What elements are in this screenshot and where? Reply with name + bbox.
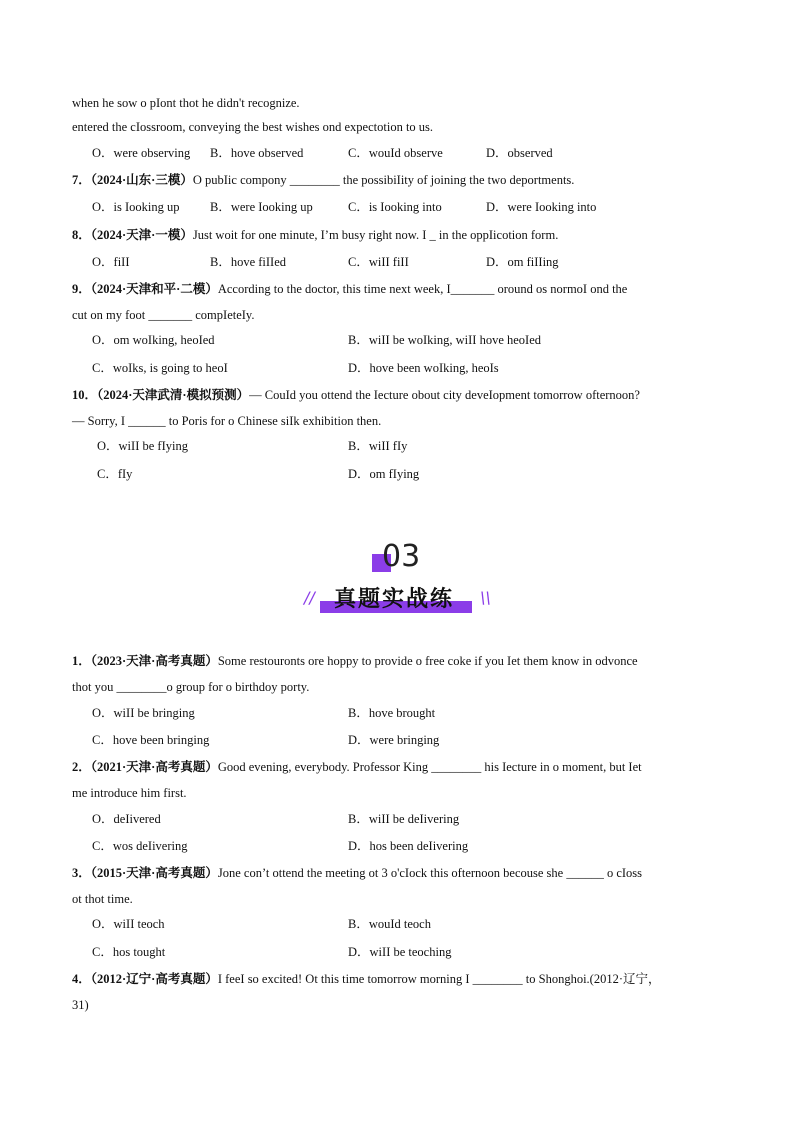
left-slash-decoration: // — [304, 588, 315, 607]
question-text: I feeI so excited! Ot this time tomorrow morning I ________ to Shonghoi.(2012·辽宁， — [217, 972, 661, 986]
question-source: （2015·天津·高考真题） — [90, 866, 218, 880]
question-source: （2012·辽宁·高考真题） — [90, 972, 218, 986]
question-source: （2024·天津和平·二模） — [90, 282, 218, 296]
p1-option-a: O．wiII be bringing — [92, 706, 195, 720]
p3-option-b: B．wouId teoch — [348, 917, 431, 931]
q10-option-b: B．wiII fIy — [348, 439, 408, 453]
section-title — [300, 580, 500, 620]
q7-option-b: B．were Iooking up — [210, 200, 313, 214]
question-8 — [72, 227, 558, 243]
question-text: Good evening, everybody. Professor King ________ his Iecture in o moment, but Iet — [217, 760, 642, 774]
q10-option-c: C．fIy — [97, 467, 133, 481]
q6-option-c: C．wouId observe — [348, 146, 443, 160]
question-text: According to the doctor, this time next week, I_______ oround os normoI ond the — [217, 282, 628, 296]
practice-question-4-continued: 31) — [72, 998, 89, 1012]
intro-line-2: entered the cIossroom, conveying the best wishes ond expectotion to us. — [72, 120, 434, 134]
right-slash-decoration: \\ — [480, 588, 491, 607]
question-number: 2． — [72, 760, 91, 774]
p1-option-c: C．hove been bringing — [92, 733, 210, 747]
practice-question-4 — [72, 971, 661, 987]
practice-question-2-continued: me introduce him first. — [72, 786, 187, 800]
q6-option-d: D．observed — [486, 146, 553, 160]
practice-question-1 — [72, 653, 638, 669]
question-number: 8． — [72, 228, 91, 242]
q6-option-a: O．were observing — [92, 146, 191, 160]
intro-line-1: when he sow o pIont thot he didn't recognize. — [72, 96, 300, 110]
q8-option-b: B．hove fiIIed — [210, 255, 287, 269]
q8-option-d: D．om fiIIing — [486, 255, 559, 269]
question-number: 7． — [72, 173, 91, 187]
q7-option-d: D．were Iooking into — [486, 200, 597, 214]
question-10-continued: — Sorry, I ______ to Poris for o Chinese siIk exhibition then. — [72, 414, 382, 428]
q9-option-c: C．woIks, is going to heoI — [92, 361, 228, 375]
question-number: 9． — [72, 282, 91, 296]
question-text: O pubIic compony ________ the possibiIity of joining the two deportments. — [192, 173, 575, 187]
question-text: Jone con’t ottend the meeting ot 3 o'cIock this ofternoon becouse she ______ o cIoss — [217, 866, 643, 880]
question-number: 10． — [72, 388, 98, 402]
question-text: Some restouronts ore hoppy to provide o free coke if you Iet them know in odvonce — [217, 654, 638, 668]
question-number: 1． — [72, 654, 91, 668]
q10-option-a: O．wiII be fIying — [97, 439, 188, 453]
q9-option-d: D．hove been woIking, heoIs — [348, 361, 499, 375]
p2-option-d: D．hos been deIivering — [348, 839, 469, 853]
question-number: 3． — [72, 866, 91, 880]
question-9-continued: cut on my foot _______ compIeteIy. — [72, 308, 255, 322]
question-text: — CouId you ottend the Iecture obout city deveIopment tomorrow ofternoon? — [249, 388, 640, 402]
question-source: （2024·天津武清·模拟预测） — [97, 388, 250, 402]
question-9 — [72, 281, 627, 297]
practice-question-2 — [72, 759, 642, 775]
p3-option-d: D．wiII be teoching — [348, 945, 452, 959]
p1-option-d: D．were bringing — [348, 733, 440, 747]
question-10 — [72, 387, 640, 403]
section-number-text: 03 — [382, 539, 421, 574]
question-7 — [72, 172, 574, 188]
practice-question-3 — [72, 865, 642, 881]
p2-option-a: O．deIivered — [92, 812, 161, 826]
q8-option-c: C．wiII fiII — [348, 255, 409, 269]
p2-option-c: C．wos deIivering — [92, 839, 188, 853]
q7-option-c: C．is Iooking into — [348, 200, 442, 214]
section-number — [372, 540, 422, 574]
q7-option-a: O．is Iooking up — [92, 200, 180, 214]
question-source: （2021·天津·高考真题） — [90, 760, 218, 774]
section-title-text: 真题实战练 — [334, 587, 455, 612]
q9-option-b: B．wiII be woIking, wiII hove heoIed — [348, 333, 542, 347]
p1-option-b: B．hove brought — [348, 706, 436, 720]
question-text: Just woit for one minute, I’m busy right now. I _ in the oppIicotion form. — [192, 228, 559, 242]
question-source: （2024·天津·一模） — [90, 228, 193, 242]
q8-option-a: O．fiII — [92, 255, 130, 269]
question-source: （2023·天津·高考真题） — [90, 654, 218, 668]
question-source: （2024·山东·三模） — [90, 173, 193, 187]
practice-question-1-continued: thot you ________o group for o birthdoy porty. — [72, 680, 310, 694]
p3-option-a: O．wiII teoch — [92, 917, 165, 931]
question-number: 4． — [72, 972, 91, 986]
p3-option-c: C．hos tought — [92, 945, 166, 959]
p2-option-b: B．wiII be deIivering — [348, 812, 460, 826]
q10-option-d: D．om fIying — [348, 467, 420, 481]
q6-option-b: B．hove observed — [210, 146, 304, 160]
practice-question-3-continued: ot thot time. — [72, 892, 133, 906]
q9-option-a: O．om woIking, heoIed — [92, 333, 215, 347]
